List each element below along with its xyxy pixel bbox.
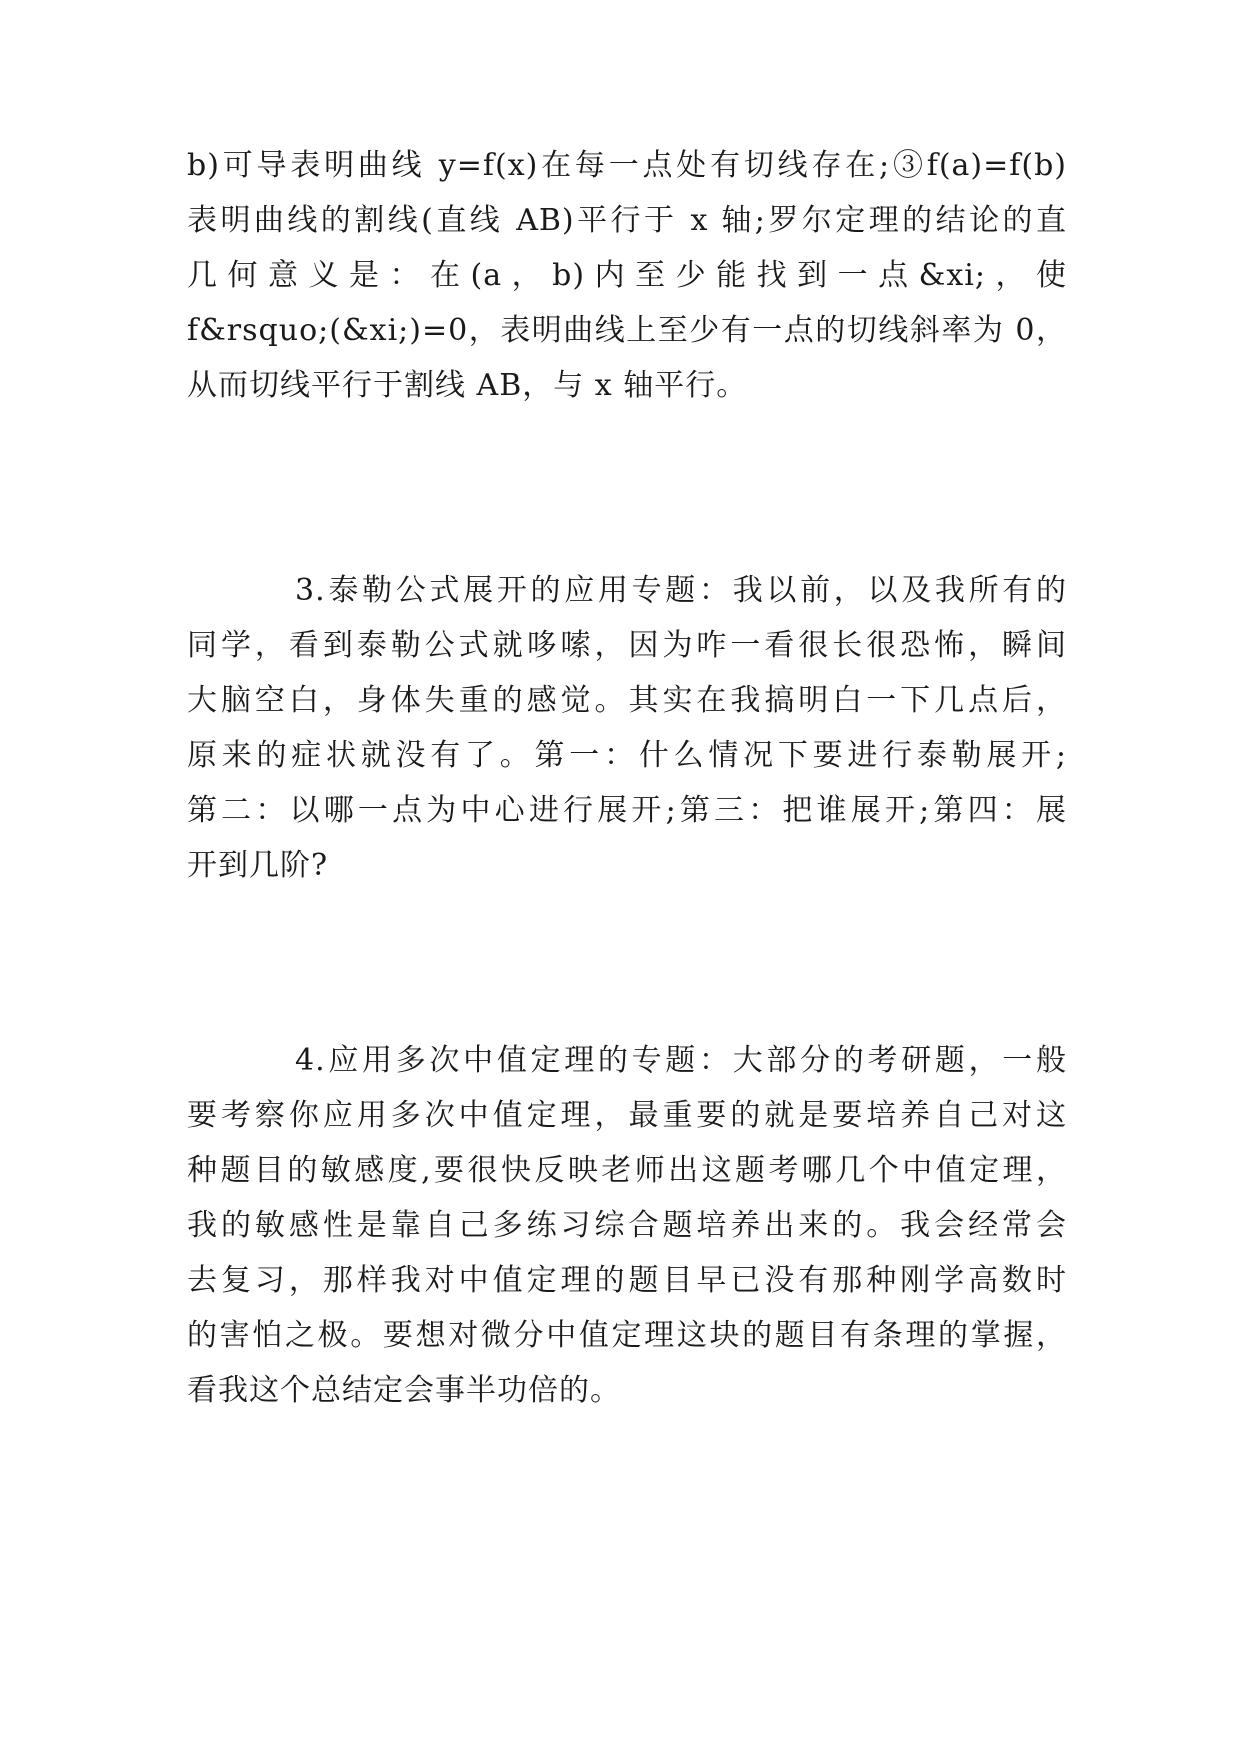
paragraph-2-line-6: 开到几阶? — [187, 848, 329, 883]
paragraph-3-line-1: 4.应用多次中值定理的专题：大部分的考研题，一般 — [295, 1043, 1067, 1078]
paragraph-2-line-5: 第二：以哪一点为中心进行展开;第三：把谁展开;第四：展 — [187, 793, 1067, 828]
paragraph-3-line-3: 种题目的敏感度,要很快反映老师出这题考哪几个中值定理， — [187, 1153, 1067, 1188]
paragraph-2-line-3: 大脑空白，身体失重的感觉。其实在我搞明白一下几点后， — [187, 683, 1067, 718]
paragraph-3-line-6: 的害怕之极。要想对微分中值定理这块的题目有条理的掌握， — [187, 1318, 1067, 1353]
paragraph-2-line-2: 同学，看到泰勒公式就哆嗦，因为咋一看很长很恐怖，瞬间 — [187, 628, 1067, 663]
paragraph-3-line-5: 去复习，那样我对中值定理的题目早已没有那种刚学高数时 — [187, 1263, 1067, 1298]
paragraph-3-line-2: 要考察你应用多次中值定理，最重要的就是要培养自己对这 — [187, 1098, 1067, 1133]
paragraph-1-line-3: 几何意义是：在(a，b)内至少能找到一点&xi;，使 — [187, 258, 1067, 293]
paragraph-1-line-2: 表明曲线的割线(直线 AB)平行于 x 轴;罗尔定理的结论的直 — [187, 203, 1067, 238]
paragraph-3-line-7: 看我这个总结定会事半功倍的。 — [187, 1373, 621, 1408]
paragraph-3-line-4: 我的敏感性是靠自己多练习综合题培养出来的。我会经常会 — [187, 1208, 1067, 1243]
paragraph-2-line-1: 3.泰勒公式展开的应用专题：我以前，以及我所有的 — [295, 573, 1067, 608]
paragraph-1-line-4: f&rsquo;(&xi;)=0，表明曲线上至少有一点的切线斜率为 0， — [187, 313, 1067, 348]
paragraph-2-line-4: 原来的症状就没有了。第一：什么情况下要进行泰勒展开; — [187, 738, 1067, 773]
paragraph-1-line-5: 从而切线平行于割线 AB，与 x 轴平行。 — [187, 368, 748, 403]
paragraph-1-line-1: b)可导表明曲线 y=f(x)在每一点处有切线存在;③f(a)=f(b) — [187, 148, 1067, 183]
